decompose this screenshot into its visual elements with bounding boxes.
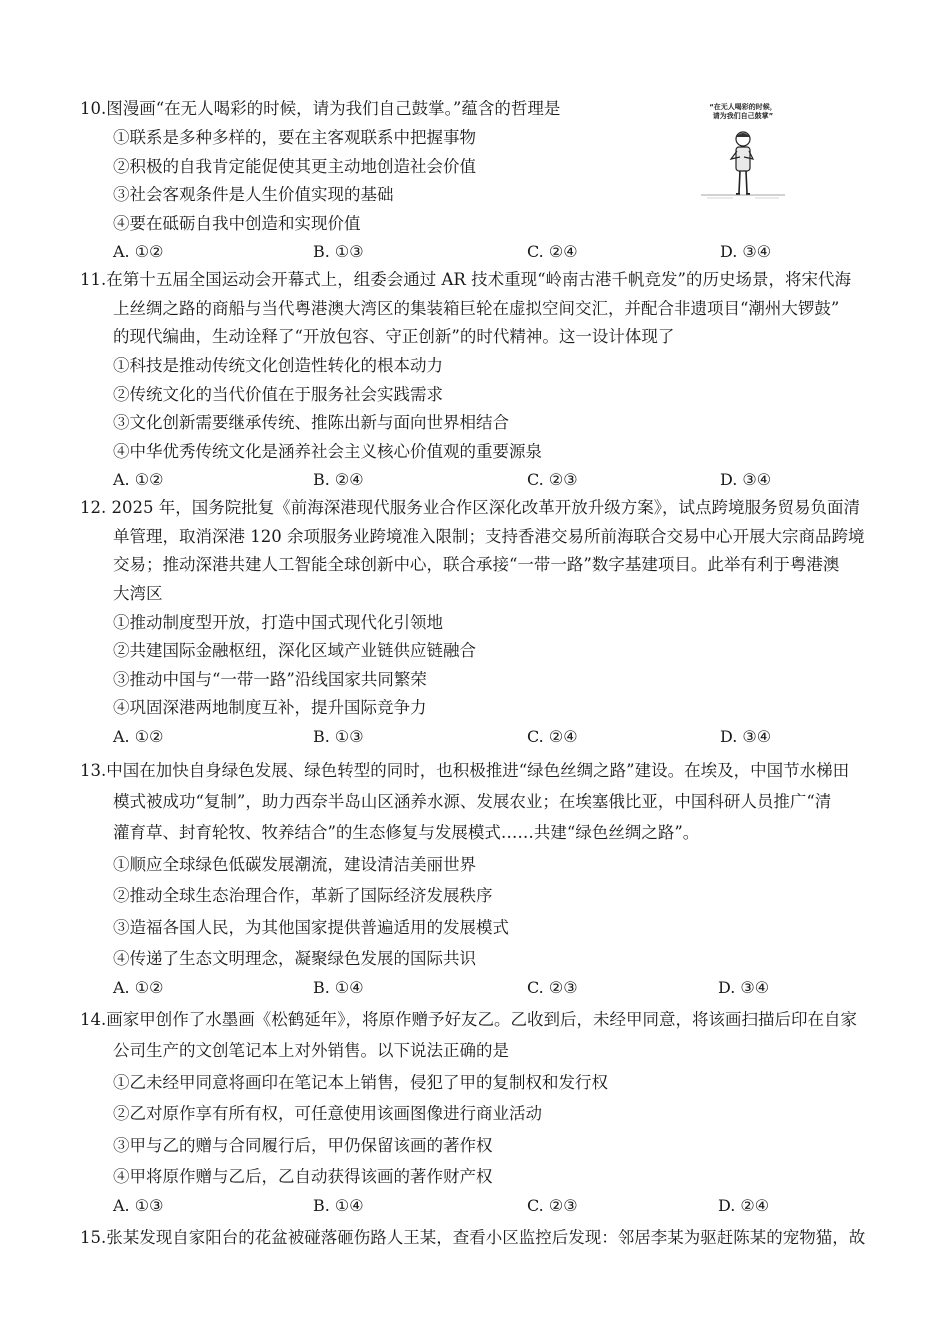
question-stem-line: 10.图漫画“在无人喝彩的时候，请为我们自己鼓掌。”蕴含的哲理是 xyxy=(80,99,561,118)
choice-a: A. ①② xyxy=(113,242,164,261)
cartoon-caption-line-2: 请为我们自己鼓掌” xyxy=(712,112,774,120)
choice-d: D. ③④ xyxy=(718,978,770,997)
choice-b: B. ①④ xyxy=(313,1196,364,1215)
choice-a: A. ①② xyxy=(113,727,164,746)
option-item: ②传统文化的当代价值在于服务社会实践需求 xyxy=(113,385,443,404)
question-stem-line: 大湾区 xyxy=(113,584,163,603)
choice-b: B. ②④ xyxy=(313,470,364,489)
option-item: ④甲将原作赠与乙后，乙自动获得该画的著作财产权 xyxy=(113,1167,493,1186)
question-stem-line: 的现代编曲，生动诠释了“开放包容、守正创新”的时代精神。这一设计体现了 xyxy=(113,327,675,346)
choice-d: D. ②④ xyxy=(718,1196,770,1215)
question-stem-line: 14.画家甲创作了水墨画《松鹤延年》，将原作赠予好友乙。乙收到后，未经甲同意，将该画扫描后印在自家 xyxy=(80,1010,857,1029)
choice-b: B. ①③ xyxy=(313,242,364,261)
question-stem-line: 单管理，取消深港 120 余项服务业跨境准入限制；支持香港交易所前海联合交易中心开展大宗商品跨境 xyxy=(113,527,865,546)
option-item: ③造福各国人民，为其他国家提供普遍适用的发展模式 xyxy=(113,918,509,937)
choice-c: C. ②③ xyxy=(527,1196,578,1215)
choice-c: C. ②④ xyxy=(527,727,578,746)
clapping-man-cartoon xyxy=(693,103,793,213)
option-item: ③推动中国与“一带一路”沿线国家共同繁荣 xyxy=(113,670,427,689)
choice-d: D. ③④ xyxy=(720,242,772,261)
option-item: ②乙对原作享有所有权，可任意使用该画图像进行商业活动 xyxy=(113,1104,542,1123)
option-item: ②推动全球生态治理合作，革新了国际经济发展秩序 xyxy=(113,886,493,905)
question-stem-line: 灌育草、封育轮牧、牧养结合”的生态修复与发展模式……共建“绿色丝绸之路”。 xyxy=(113,823,700,842)
choice-c: C. ②③ xyxy=(527,470,578,489)
option-item: ④传递了生态文明理念，凝聚绿色发展的国际共识 xyxy=(113,949,476,968)
question-stem-line: 上丝绸之路的商船与当代粤港澳大湾区的集装箱巨轮在虚拟空间交汇，并配合非遗项目“潮州大锣鼓” xyxy=(113,299,840,318)
option-item: ②积极的自我肯定能促使其更主动地创造社会价值 xyxy=(113,157,476,176)
option-item: ④要在砥砺自我中创造和实现价值 xyxy=(113,214,361,233)
option-item: ②共建国际金融枢纽，深化区域产业链供应链融合 xyxy=(113,641,476,660)
choice-c: C. ②③ xyxy=(527,978,578,997)
option-item: ①顺应全球绿色低碳发展潮流，建设清洁美丽世界 xyxy=(113,855,476,874)
question-stem-line: 11.在第十五届全国运动会开幕式上，组委会通过 AR 技术重现“岭南古港千帆竞发”的历史场景，将宋代海 xyxy=(80,270,851,289)
option-item: ①科技是推动传统文化创造性转化的根本动力 xyxy=(113,356,443,375)
question-stem-line: 模式被成功“复制”，助力西奈半岛山区涵养水源、发展农业；在埃塞俄比亚，中国科研人员推广“清 xyxy=(113,792,832,811)
choice-d: D. ③④ xyxy=(720,727,772,746)
choice-b: B. ①③ xyxy=(313,727,364,746)
choice-a: A. ①② xyxy=(113,978,164,997)
option-item: ①乙未经甲同意将画印在笔记本上销售，侵犯了甲的复制权和发行权 xyxy=(113,1073,608,1092)
option-item: ①联系是多种多样的，要在主客观联系中把握事物 xyxy=(113,128,476,147)
choice-b: B. ①④ xyxy=(313,978,364,997)
choice-c: C. ②④ xyxy=(527,242,578,261)
choice-d: D. ③④ xyxy=(720,470,772,489)
choice-a: A. ①③ xyxy=(113,1196,164,1215)
question-stem-line: 13.中国在加快自身绿色发展、绿色转型的同时，也积极推进“绿色丝绸之路”建设。在埃及，中国节水梯田 xyxy=(80,761,850,780)
question-stem-line: 12. 2025 年，国务院批复《前海深港现代服务业合作区深化改革开放升级方案》，试点跨境服务贸易负面清 xyxy=(80,498,860,517)
question-stem-line: 交易；推动深港共建人工智能全球创新中心，联合承接“一带一路”数字基建项目。此举有利于粤港澳 xyxy=(113,555,840,574)
question-stem-line: 公司生产的文创笔记本上对外销售。以下说法正确的是 xyxy=(113,1041,509,1060)
choice-a: A. ①② xyxy=(113,470,164,489)
clapping-man-icon xyxy=(693,127,793,213)
cartoon-caption xyxy=(693,103,793,121)
option-item: ①推动制度型开放，打造中国式现代化引领地 xyxy=(113,613,443,632)
option-item: ③文化创新需要继承传统、推陈出新与面向世界相结合 xyxy=(113,413,509,432)
question-stem-line: 15.张某发现自家阳台的花盆被碰落砸伤路人王某，查看小区监控后发现：邻居李某为驱赶陈某的宠物猫，故 xyxy=(80,1228,866,1247)
option-item: ③社会客观条件是人生价值实现的基础 xyxy=(113,185,394,204)
option-item: ④巩固深港两地制度互补，提升国际竞争力 xyxy=(113,698,427,717)
cartoon-caption-line-1: “在无人喝彩的时候， xyxy=(709,103,777,111)
option-item: ③甲与乙的赠与合同履行后，甲仍保留该画的著作权 xyxy=(113,1136,493,1155)
option-item: ④中华优秀传统文化是涵养社会主义核心价值观的重要源泉 xyxy=(113,442,542,461)
